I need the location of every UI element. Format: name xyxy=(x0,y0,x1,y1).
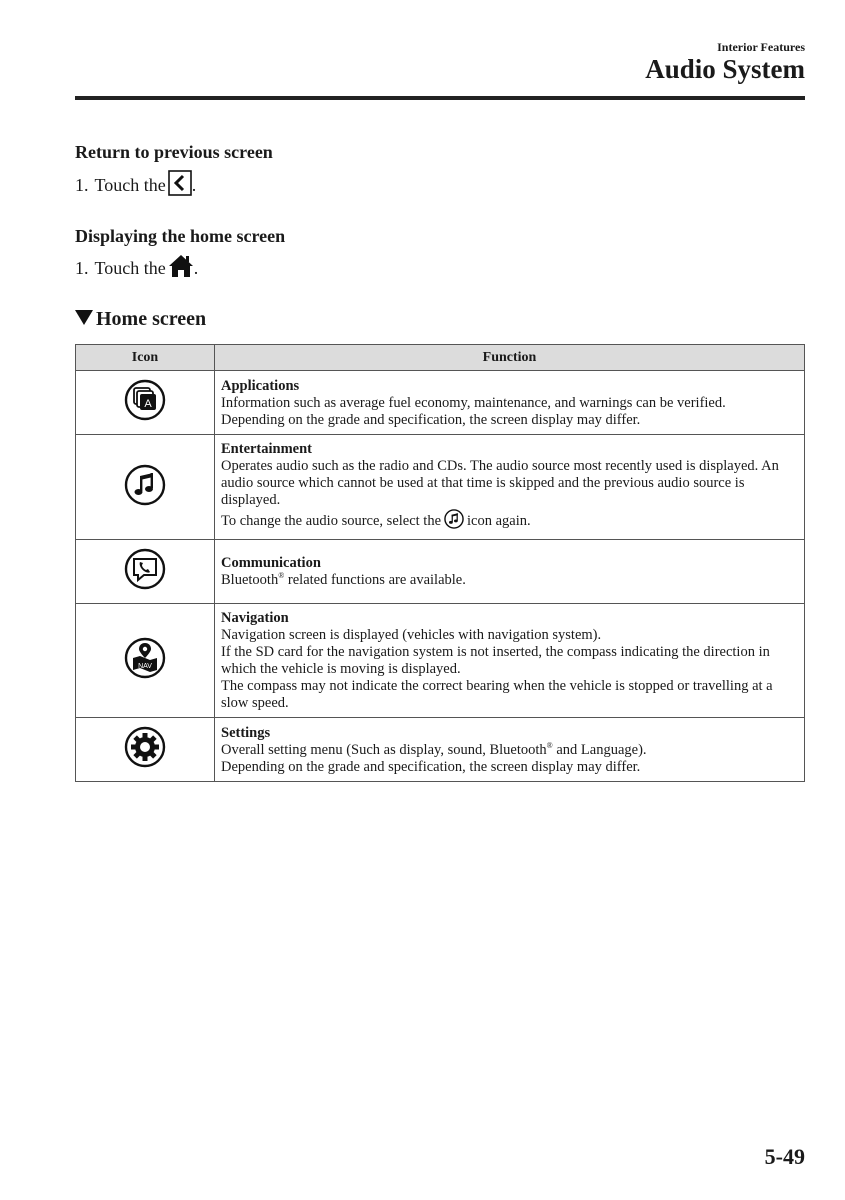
table-row xyxy=(76,435,805,540)
function-cell xyxy=(215,435,805,540)
section-label: Interior Features xyxy=(717,40,805,54)
home-screen-heading xyxy=(75,308,206,331)
function-name: Communication xyxy=(221,555,321,571)
function-description: Bluetooth® related functions are available. xyxy=(221,571,466,588)
function-description: Navigation screen is displayed (vehicles with navigation system). xyxy=(221,627,602,643)
navigation-icon xyxy=(124,637,166,684)
applications-icon xyxy=(124,379,166,426)
communication-icon xyxy=(124,548,166,595)
svg-text:NAV: NAV xyxy=(138,663,152,670)
step-end: . xyxy=(193,258,199,278)
music-note-icon xyxy=(124,464,166,511)
music-note-small-icon xyxy=(444,509,464,534)
icon-cell xyxy=(76,718,215,782)
icon-cell xyxy=(76,435,215,540)
home-step xyxy=(75,253,198,284)
return-step xyxy=(75,170,196,201)
text-after-icon: icon again. xyxy=(467,513,531,529)
function-cell xyxy=(215,718,805,782)
function-name: Settings xyxy=(221,724,271,741)
function-cell xyxy=(215,540,805,604)
text-before-icon: To change the audio source, select the xyxy=(221,513,442,529)
function-description: Depending on the grade and specification, the screen display may differ. xyxy=(221,758,641,775)
triangle-bullet-icon xyxy=(75,308,93,331)
home-screen-title: Home screen xyxy=(96,308,207,330)
function-name: Applications xyxy=(221,377,300,394)
home-icon xyxy=(168,253,194,284)
icon-cell xyxy=(76,540,215,604)
table-row xyxy=(76,540,805,604)
function-table xyxy=(75,344,805,782)
function-name: Navigation xyxy=(221,610,289,626)
function-cell xyxy=(215,604,805,718)
settings-gear-icon xyxy=(124,726,166,773)
function-description: The compass may not indicate the correct bearing when the vehicle is stopped or travelling at a slow speed. xyxy=(221,678,773,711)
step-number: 1. xyxy=(75,258,89,278)
function-description: Overall setting menu (Such as display, sound, Bluetooth® and Language). xyxy=(221,740,647,758)
function-description: Depending on the grade and specification, the screen display may differ. xyxy=(221,411,641,428)
table-row xyxy=(76,604,805,718)
function-description: If the SD card for the navigation system is not inserted, the compass indicating the direction in which the vehicle is moving is displayed. xyxy=(221,644,770,677)
step-text: Touch the xyxy=(94,258,166,278)
table-row xyxy=(76,371,805,435)
table-row xyxy=(76,718,805,782)
svg-text:A: A xyxy=(144,398,152,410)
icon-cell xyxy=(76,604,215,718)
page-number: 5-49 xyxy=(764,1144,805,1169)
function-name: Entertainment xyxy=(221,441,313,457)
col-function-header: Function xyxy=(215,345,805,371)
return-heading: Return to previous screen xyxy=(75,142,273,162)
step-end: . xyxy=(191,175,197,195)
function-description: Information such as average fuel economy, maintenance, and warnings can be verified. xyxy=(221,394,726,411)
page-title: Audio System xyxy=(645,54,805,84)
function-cell xyxy=(215,371,805,435)
icon-cell xyxy=(76,371,215,435)
function-description: Operates audio such as the radio and CDs. The audio source most recently used is displayed. An audio source which cannot be used at that time is skipped and the previous audio source is displayed. xyxy=(221,458,779,508)
back-arrow-icon xyxy=(168,170,192,201)
step-text: Touch the xyxy=(94,175,166,195)
step-number: 1. xyxy=(75,175,89,195)
table-header-row xyxy=(76,345,805,371)
function-description-icon-line xyxy=(221,509,798,534)
header-rule xyxy=(75,96,805,100)
col-icon-header: Icon xyxy=(76,345,215,371)
home-heading: Displaying the home screen xyxy=(75,226,286,246)
